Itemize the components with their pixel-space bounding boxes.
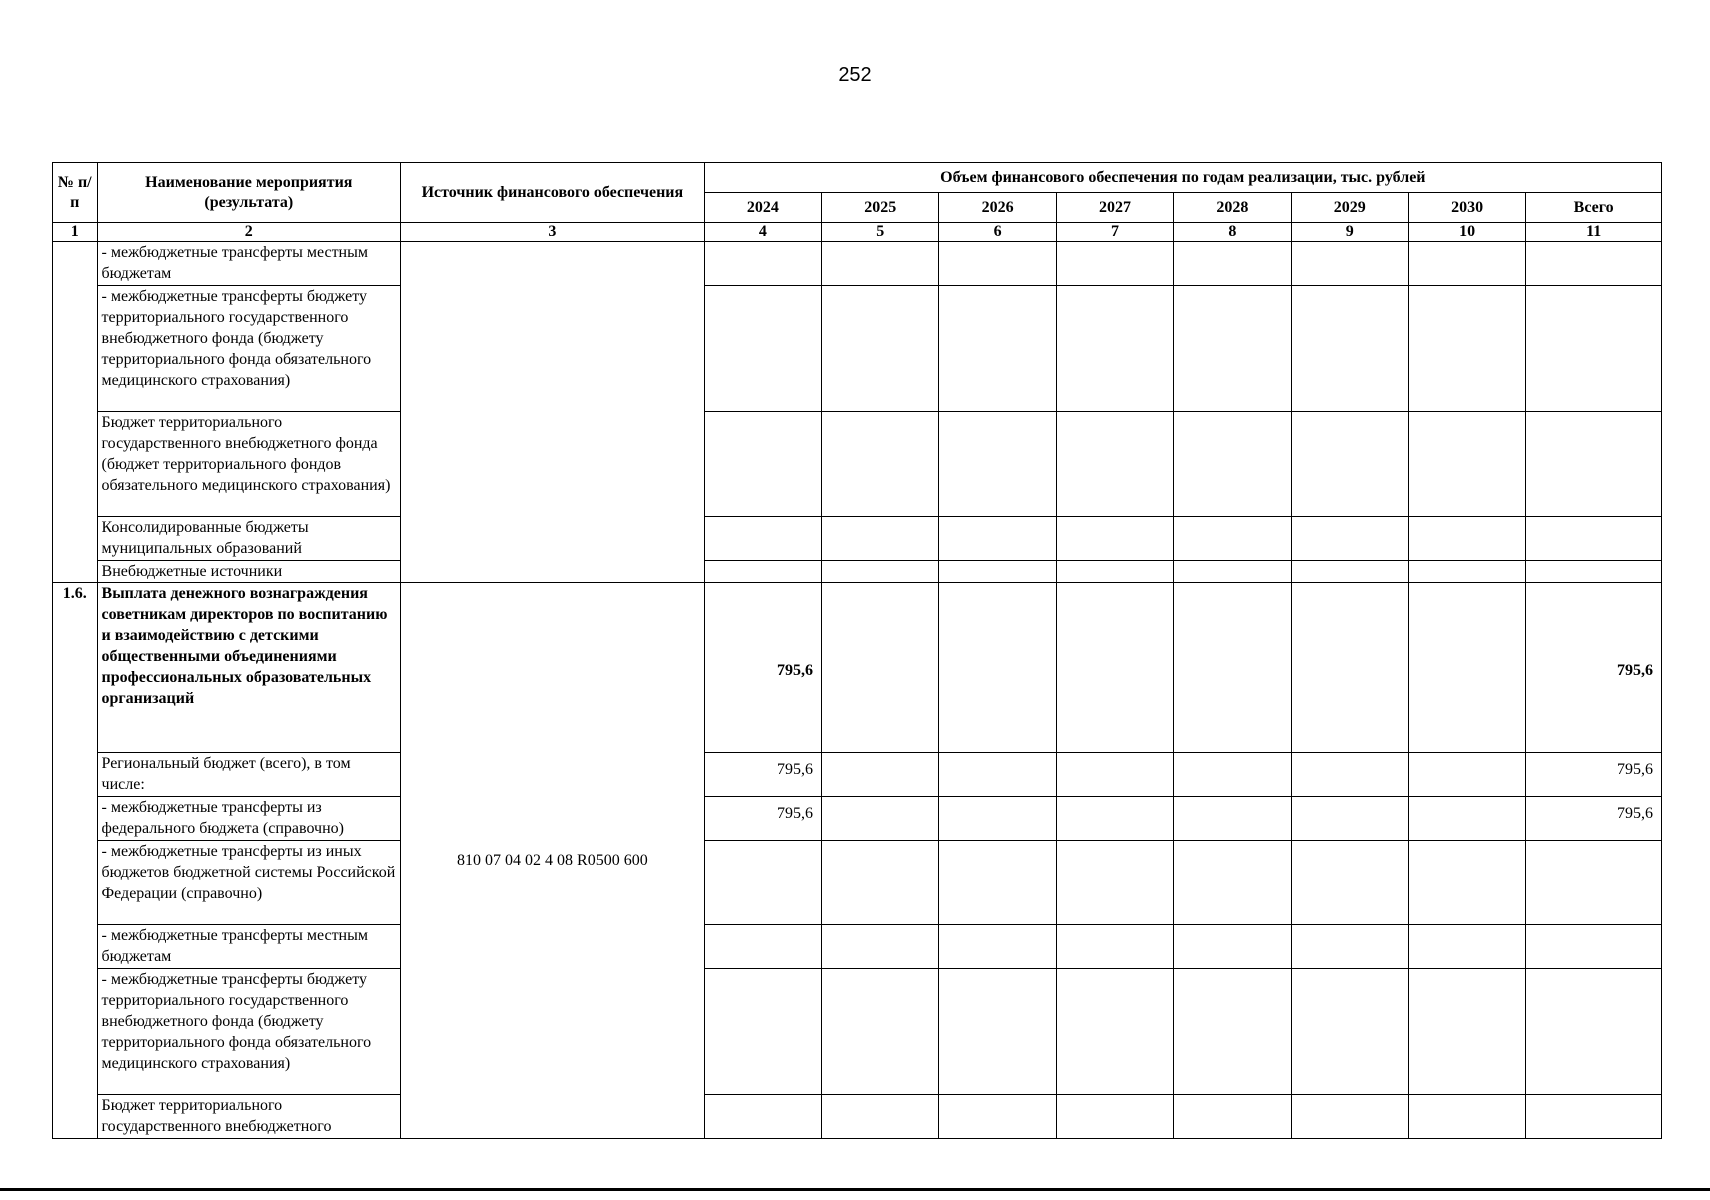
- column-number: 2: [97, 223, 401, 242]
- row-label: - межбюджетные трансферты местным бюджетам: [97, 242, 401, 286]
- table-row: [53, 841, 1662, 925]
- measure-title: Выплата денежного вознаграждения советникам директоров по воспитанию и взаимодействию с детскими общественными объединениями профессиональных образовательных организаций: [97, 583, 401, 753]
- row-label: Региональный бюджет (всего), в том числе:: [97, 753, 401, 797]
- table-row: [53, 412, 1662, 517]
- column-number: 6: [939, 223, 1056, 242]
- header-name: Наименование мероприятия (результата): [97, 163, 401, 223]
- table-row: [53, 925, 1662, 969]
- page-number: 252: [838, 64, 872, 86]
- table-row: [53, 1095, 1662, 1139]
- value-total: 795,6: [1526, 753, 1662, 797]
- value-2024: 795,6: [704, 797, 821, 841]
- row-source-empty: [401, 242, 705, 583]
- column-number: 8: [1174, 223, 1291, 242]
- header-year: 2026: [939, 193, 1056, 223]
- column-number: 7: [1056, 223, 1173, 242]
- column-number: 4: [704, 223, 821, 242]
- value-total: 795,6: [1526, 583, 1662, 753]
- column-number: 10: [1408, 223, 1525, 242]
- header-year: 2025: [822, 193, 939, 223]
- scan-edge-line: [0, 1188, 1710, 1191]
- row-label: Консолидированные бюджеты муниципальных образований: [97, 517, 401, 561]
- header-year: 2029: [1291, 193, 1408, 223]
- row-label: - межбюджетные трансферты местным бюджетам: [97, 925, 401, 969]
- row-label: - межбюджетные трансферты бюджету территориального государственного внебюджетного фонда (бюджету территориального фонда обязательного медицинского страхования): [97, 969, 401, 1095]
- header-year: 2030: [1408, 193, 1525, 223]
- column-number-row: [53, 223, 1662, 242]
- column-number: 3: [401, 223, 705, 242]
- row-source: 810 07 04 02 4 08 R0500 600: [401, 583, 705, 1139]
- header-total: Всего: [1526, 193, 1662, 223]
- header-source: Источник финансового обеспечения: [401, 163, 705, 223]
- table-row: [53, 286, 1662, 412]
- table-row: [53, 753, 1662, 797]
- header-year: 2028: [1174, 193, 1291, 223]
- column-number: 5: [822, 223, 939, 242]
- table-row: [53, 797, 1662, 841]
- row-label: - межбюджетные трансферты из федерального бюджета (справочно): [97, 797, 401, 841]
- value-2024: 795,6: [704, 583, 821, 753]
- header-year: 2027: [1056, 193, 1173, 223]
- row-index-empty: [53, 242, 98, 583]
- row-label: Внебюджетные источники: [97, 561, 401, 583]
- row-label: Бюджет территориального государственного внебюджетного фонда (бюджет территориального фондов обязательного медицинского страхования): [97, 412, 401, 517]
- row-label: - межбюджетные трансферты из иных бюджетов бюджетной системы Российской Федерации (справочно): [97, 841, 401, 925]
- header-number: № п/п: [53, 163, 98, 223]
- table-row: [53, 969, 1662, 1095]
- column-number: 11: [1526, 223, 1662, 242]
- table-row: [53, 561, 1662, 583]
- header-year: 2024: [704, 193, 821, 223]
- column-number: 9: [1291, 223, 1408, 242]
- table-row: [53, 517, 1662, 561]
- row-label: - межбюджетные трансферты бюджету территориального государственного внебюджетного фонда (бюджету территориального фонда обязательного медицинского страхования): [97, 286, 401, 412]
- value-2024: 795,6: [704, 753, 821, 797]
- header-volume: Объем финансового обеспечения по годам реализации, тыс. рублей: [704, 163, 1661, 193]
- table-row: [53, 242, 1662, 286]
- value-total: 795,6: [1526, 797, 1662, 841]
- row-label: Бюджет территориального государственного внебюджетного: [97, 1095, 401, 1139]
- financing-table-wrap: [52, 162, 1662, 1139]
- row-index: 1.6.: [53, 583, 98, 1139]
- table-row: [53, 583, 1662, 753]
- column-number: 1: [53, 223, 98, 242]
- financing-table: [52, 162, 1662, 1139]
